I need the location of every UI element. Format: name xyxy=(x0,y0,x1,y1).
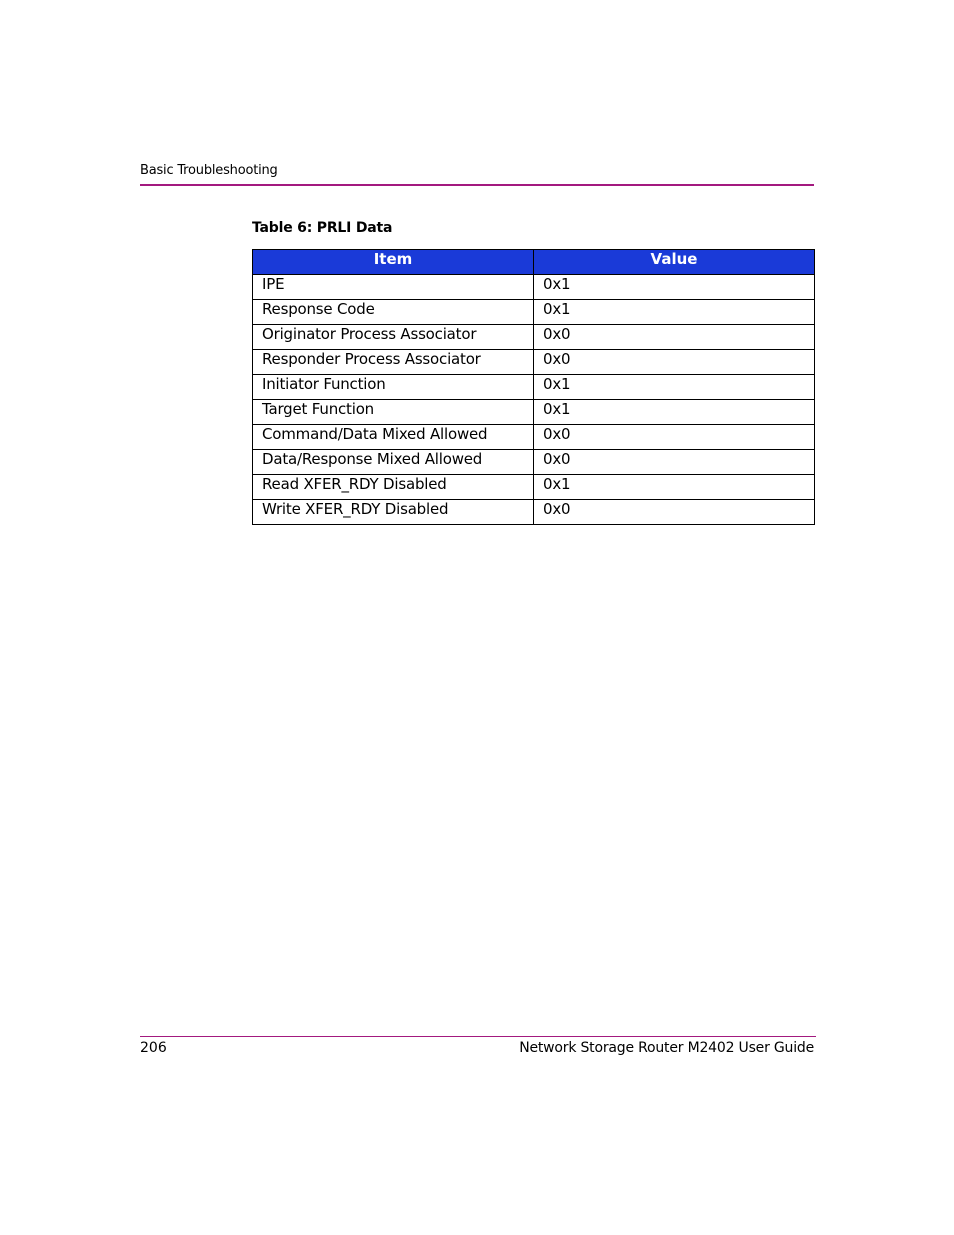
table-row xyxy=(253,325,815,350)
value-cell: 0x1 xyxy=(534,300,815,325)
item-cell: Write XFER_RDY Disabled xyxy=(253,500,534,525)
item-cell: IPE xyxy=(253,275,534,300)
item-cell: Initiator Function xyxy=(253,375,534,400)
table-row xyxy=(253,400,815,425)
column-header-value: Value xyxy=(534,250,815,275)
table-row xyxy=(253,475,815,500)
page-number: 206 xyxy=(140,1040,167,1056)
running-header: Basic Troubleshooting xyxy=(140,163,278,178)
value-cell: 0x1 xyxy=(534,275,815,300)
item-cell: Target Function xyxy=(253,400,534,425)
value-cell: 0x1 xyxy=(534,475,815,500)
item-cell: Read XFER_RDY Disabled xyxy=(253,475,534,500)
value-cell: 0x0 xyxy=(534,325,815,350)
table-header-row xyxy=(253,250,815,275)
header-rule xyxy=(140,184,814,186)
table-caption: Table 6: PRLI Data xyxy=(252,220,393,236)
table-row xyxy=(253,300,815,325)
table-row xyxy=(253,425,815,450)
value-cell: 0x0 xyxy=(534,450,815,475)
value-cell: 0x0 xyxy=(534,350,815,375)
table-row xyxy=(253,275,815,300)
value-cell: 0x1 xyxy=(534,400,815,425)
table-row xyxy=(253,450,815,475)
item-cell: Command/Data Mixed Allowed xyxy=(253,425,534,450)
prli-data-table xyxy=(252,249,815,525)
value-cell: 0x0 xyxy=(534,425,815,450)
table-row xyxy=(253,375,815,400)
column-header-item: Item xyxy=(253,250,534,275)
footer-rule xyxy=(140,1036,816,1037)
table-row xyxy=(253,350,815,375)
guide-title: Network Storage Router M2402 User Guide xyxy=(519,1040,814,1056)
table-row xyxy=(253,500,815,525)
value-cell: 0x0 xyxy=(534,500,815,525)
item-cell: Responder Process Associator xyxy=(253,350,534,375)
item-cell: Originator Process Associator xyxy=(253,325,534,350)
item-cell: Data/Response Mixed Allowed xyxy=(253,450,534,475)
item-cell: Response Code xyxy=(253,300,534,325)
value-cell: 0x1 xyxy=(534,375,815,400)
